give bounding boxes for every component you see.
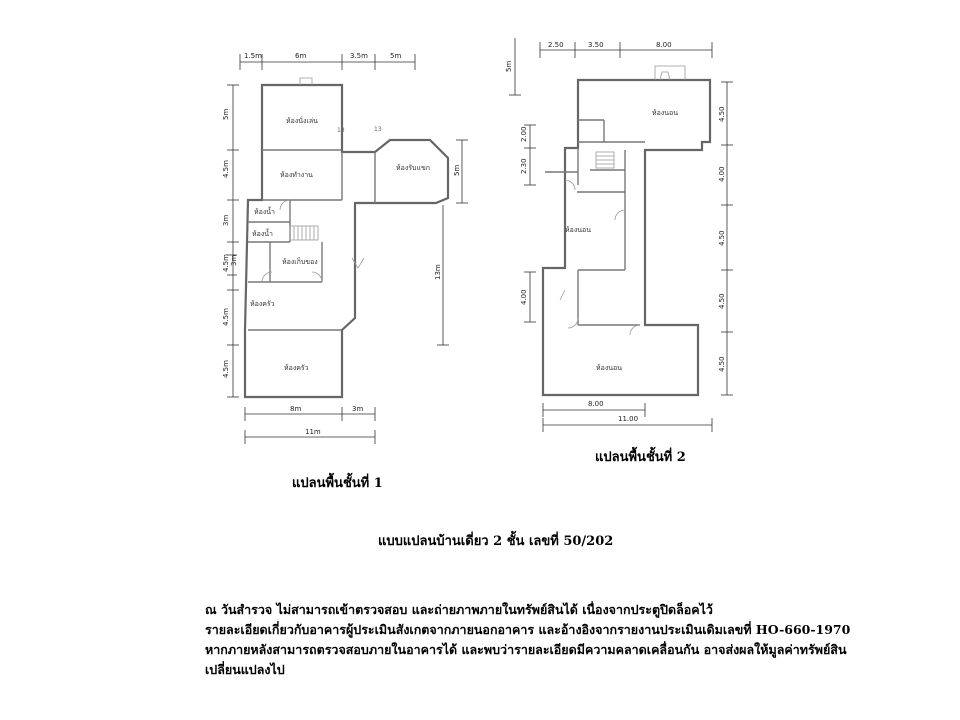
plan1-left-dim: 4.5m — [222, 308, 230, 326]
plan1-room-guest: ห้องรับแขก — [396, 164, 430, 172]
plan1-right-dim: 5m — [453, 164, 461, 176]
plan1-bottom-dim: 8m — [290, 405, 302, 413]
plan2-caption: แปลนพื้นชั้นที่ 2 — [595, 450, 686, 465]
plan1-room-bath1: ห้องน้ำ — [254, 208, 275, 216]
plan1-door-mark: 13 — [337, 127, 345, 134]
plan2-outer-wall — [543, 80, 710, 395]
plan2-room-bed1: ห้องนอน — [652, 109, 679, 117]
plan2-room-bed2: ห้องนอน — [565, 226, 592, 234]
plan1-left-dim: 3m — [222, 214, 230, 226]
plan1-door-mark: 13 — [374, 126, 382, 133]
plan2-top-dimensions — [540, 42, 712, 58]
plan2-left-dimensions — [509, 38, 536, 322]
plan1-left-dim: 5m — [222, 108, 230, 120]
plan1-floor-plan — [222, 52, 468, 444]
plan1-bottom-dim: 11m — [305, 428, 321, 436]
plan1-top-dim: 5m — [390, 52, 402, 60]
plan2-room-bed3: ห้องนอน — [596, 364, 623, 372]
plan2-bottom-dim: 8.00 — [588, 400, 604, 408]
plan1-top-dim: 1.5m — [244, 52, 262, 60]
plan2-left-dim: 2.00 — [520, 126, 528, 142]
plan1-room-kitchen: ห้องครัว — [284, 364, 309, 372]
note-line: รายละเอียดเกี่ยวกับอาคารผู้ประเมินสังเกตจากภายนอกอาคาร และอ้างอิงจากรายงานประเมินเดิมเลขที่ HO-660-1970 — [205, 622, 851, 637]
plan2-top-dim: 3.50 — [588, 41, 604, 49]
plan1-room-dining: ห้องนั่งเล่น — [286, 117, 318, 125]
plan1-top-dim: 6m — [295, 52, 307, 60]
plan1-room-maid: ห้องครัว — [250, 300, 275, 308]
plan2-left-dim: 2.30 — [520, 158, 528, 174]
plan1-left-dim: 4.5m — [222, 254, 230, 272]
plan1-outer-wall — [245, 85, 448, 397]
plan1-left-dimensions — [227, 85, 239, 397]
plan2-floor-plan — [505, 38, 733, 432]
plan2-bottom-dim: 11.00 — [618, 415, 639, 423]
plan2-top-dim: 8.00 — [656, 41, 672, 49]
plan2-right-dim: 4.50 — [718, 106, 726, 122]
notes-block — [205, 600, 945, 680]
plan2-left-dim: 5m — [505, 60, 513, 72]
plan2-right-dim: 4.50 — [718, 230, 726, 246]
plan1-right-dim: 13m — [434, 264, 442, 280]
plan2-right-dim: 4.50 — [718, 356, 726, 372]
plan1-top-dim: 3.5m — [350, 52, 368, 60]
plan1-top-dimensions — [240, 54, 415, 70]
document-title: แบบแปลนบ้านเดี่ยว 2 ชั้น เลขที่ 50/202 — [378, 534, 614, 549]
plan1-caption: แปลนพื้นชั้นที่ 1 — [292, 476, 383, 491]
plan1-left-dim: 4.5m — [222, 360, 230, 378]
plan2-interior-walls — [545, 120, 645, 325]
plan2-stairs — [596, 152, 614, 168]
plan2-right-dim: 4.50 — [718, 293, 726, 309]
plan1-room-storage: ห้องเก็บของ — [282, 258, 318, 266]
note-line: เปลี่ยนแปลงไป — [205, 662, 285, 677]
plan2-top-dim: 2.50 — [548, 41, 564, 49]
note-line: หากภายหลังสามารถตรวจสอบภายในอาคารได้ และพบว่ารายละเอียดมีความคลาดเคลื่อนกัน อาจส่งผลให้มูลค่าทรัพย์สิน — [205, 642, 847, 657]
plan1-doors — [262, 78, 364, 282]
plan1-left-dim: 3m — [230, 254, 238, 266]
plan1-stairs — [290, 226, 318, 240]
plan2-left-dim: 4.00 — [520, 289, 528, 305]
note-line: ณ วันสำรวจ ไม่สามารถเข้าตรวจสอบ และถ่ายภาพภายในทรัพย์สินได้ เนื่องจากประตูปิดล็อคไว้ — [205, 602, 713, 617]
plan1-left-dim: 4.5m — [222, 160, 230, 178]
plan1-room-work: ห้องทำงาน — [280, 171, 313, 179]
plan1-room-bath2: ห้องน้ำ — [252, 230, 273, 238]
plan1-bottom-dim: 3m — [352, 405, 364, 413]
plan2-right-dim: 4.00 — [718, 166, 726, 182]
